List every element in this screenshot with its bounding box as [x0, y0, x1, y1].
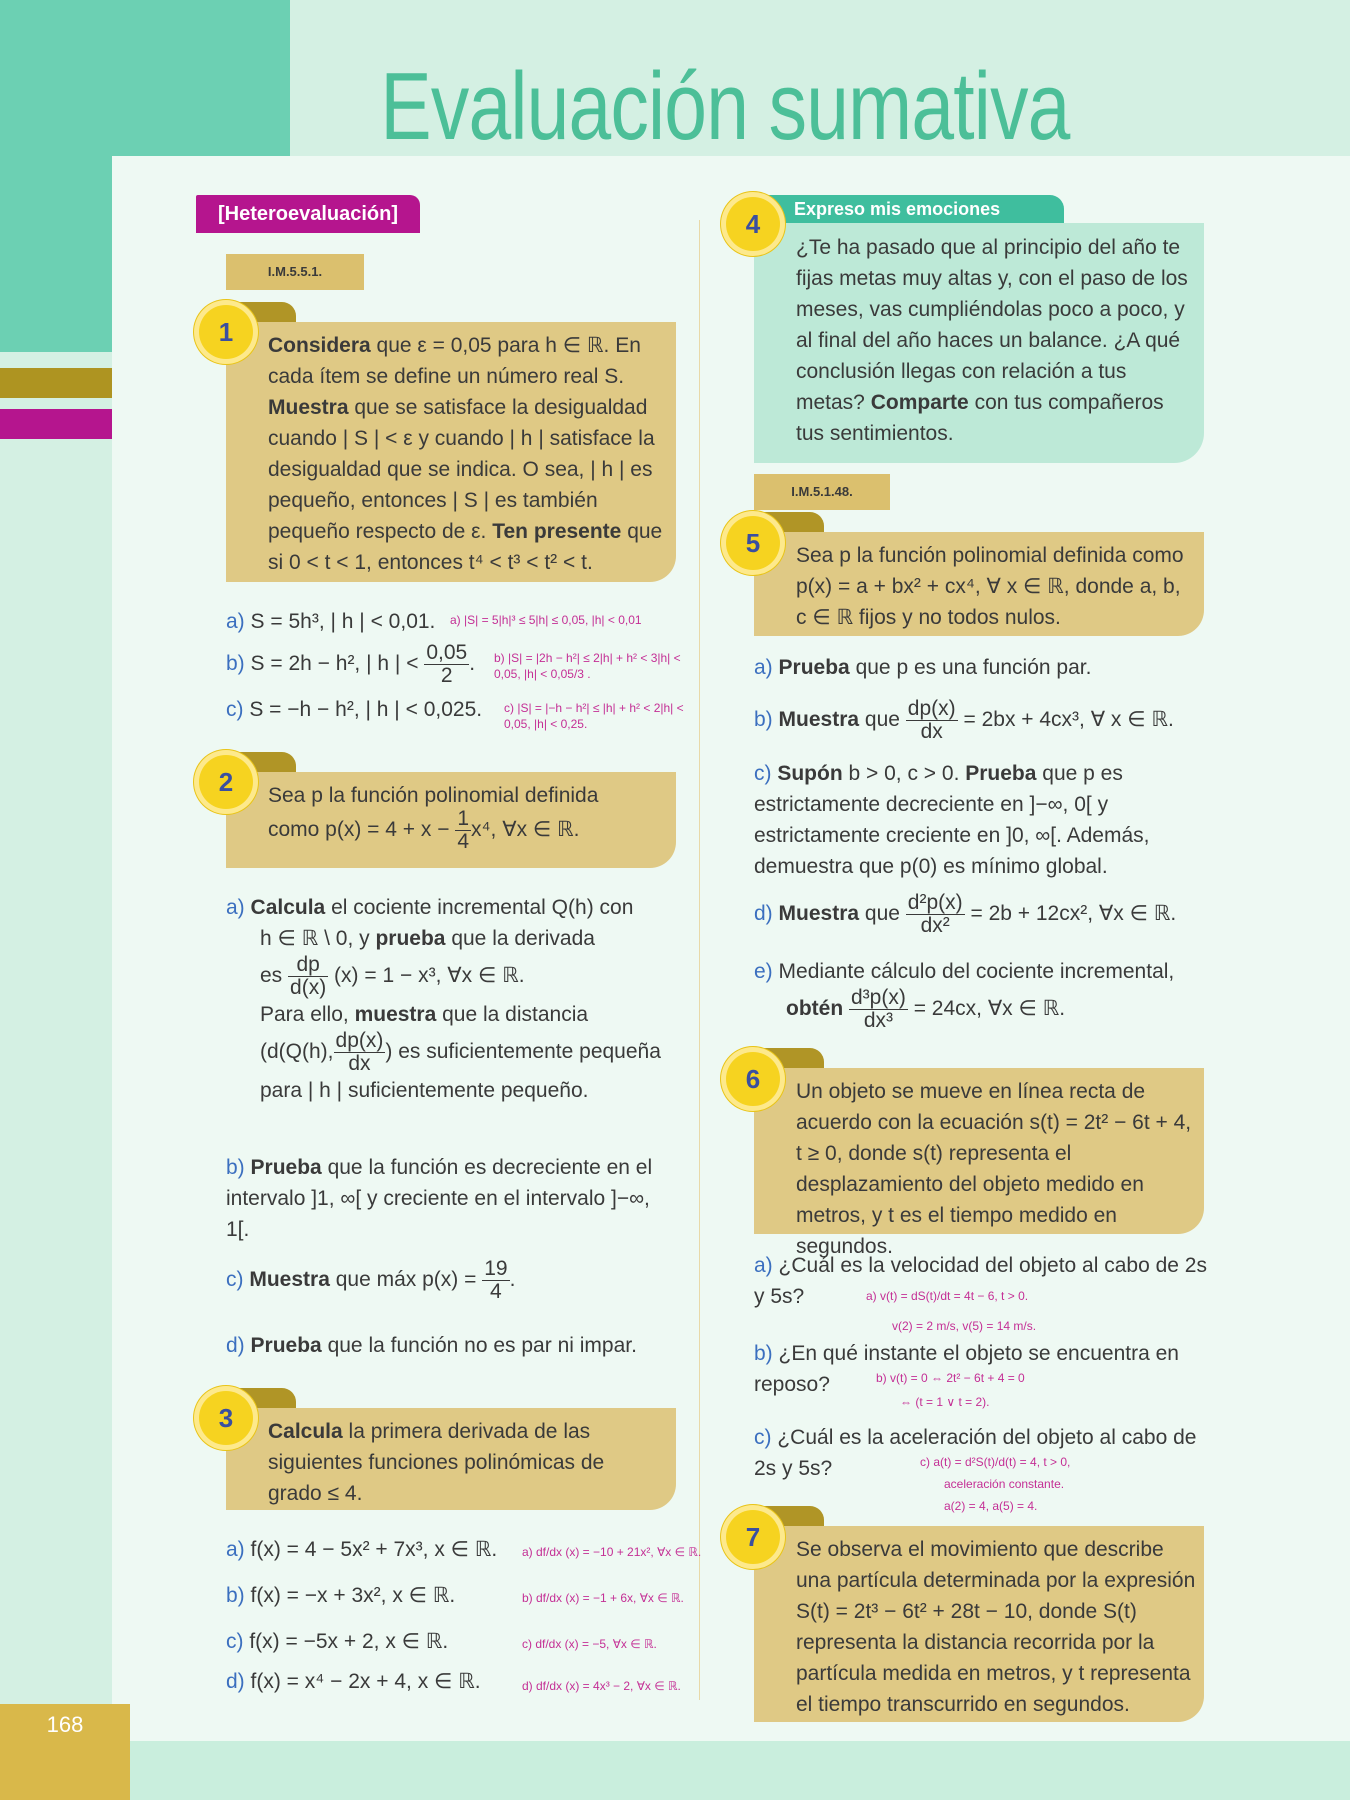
q5-item-b: b) Muestra que $\frac{dp(x)}{dx}$ = 2bx + 4cx³, ∀ x ∈ ℝ. — [754, 697, 1174, 743]
question-2-line1: Sea p la función polinomial definida — [268, 784, 599, 807]
q2-item-b: b) Prueba que la función es decreciente en el intervalo ]1, ∞[ y creciente en el intervalo ]−∞, 1[. — [226, 1156, 653, 1241]
q3-answer-a: a) df/dx (x) = −10 + 21x², ∀x ∈ ℝ. — [522, 1545, 702, 1559]
q3-item-d: d) f(x) = x⁴ − 2x + 4, x ∈ ℝ. — [226, 1670, 481, 1693]
q3-answer-d: d) df/dx (x) = 4x³ − 2, ∀x ∈ ℝ. — [522, 1679, 681, 1693]
magenta-stripe — [0, 409, 112, 439]
page-title: Evaluación sumativa — [380, 53, 1070, 160]
q1-answer-c: c) |S| = |−h − h²| ≤ |h| + h² < 2|h| < 0,05, |h| < 0,25. — [504, 701, 684, 731]
q6-item-b: b) ¿En qué instante el objeto se encuentra en reposo? — [754, 1342, 1179, 1396]
q6-answer-c1: c) a(t) = d²S(t)/d(t) = 4, t > 0, — [920, 1455, 1071, 1469]
column-divider — [699, 220, 700, 1700]
question-6-number: 6 — [726, 1052, 780, 1106]
q3-item-b: b) f(x) = −x + 3x², x ∈ ℝ. — [226, 1584, 456, 1607]
q2-item-d: d) Prueba que la función no es par ni impar. — [226, 1334, 637, 1357]
question-3-text: Calcula la primera derivada de las siguientes funciones polinómicas de grado ≤ 4. — [268, 1420, 605, 1505]
q3-answer-b: b) df/dx (x) = −1 + 6x, ∀x ∈ ℝ. — [522, 1591, 684, 1605]
q6-answer-a1: a) v(t) = dS(t)/dt = 4t − 6, t > 0. — [866, 1289, 1029, 1303]
question-3-number: 3 — [199, 1391, 253, 1445]
question-5-text: Sea p la función polinomial definida como p(x) = a + bx² + cx⁴, ∀ x ∈ ℝ, donde a, b, c ∈ ℝ fijos y no todos nulos. — [796, 544, 1184, 629]
question-2-number: 2 — [199, 755, 253, 809]
bottom-band — [0, 1741, 1350, 1800]
gold-stripe — [0, 368, 112, 398]
question-2-line2: como p(x) = 4 + x − $\frac{1}{4}$ x⁴, ∀x ∈ ℝ. — [268, 807, 580, 853]
question-5-number: 5 — [726, 516, 780, 570]
q1-answer-a: a) |S| = 5|h|³ ≤ 5|h| ≤ 0,05, |h| < 0,01 — [450, 613, 642, 627]
q3-answer-c: c) df/dx (x) = −5, ∀x ∈ ℝ. — [522, 1637, 657, 1651]
q6-answer-c2: aceleración constante. — [944, 1477, 1065, 1491]
q1-item-a: a) S = 5h³, | h | < 0,01. — [226, 610, 436, 633]
q6-answer-a2: v(2) = 2 m/s, v(5) = 14 m/s. — [892, 1319, 1037, 1333]
question-7-text: Se observa el movimiento que describe una partícula determinada por la expresión S(t) = 2t³ − 6t² + 28t − 10, donde S(t) representa la distancia recorrida por la partícula medida en metros, y t representa el tiempo transcurrido en segundos. — [796, 1538, 1196, 1716]
question-6-text: Un objeto se mueve en línea recta de acuerdo con la ecuación s(t) = 2t² − 6t + 4, t ≥ 0, donde s(t) representa el desplazamiento del objeto medido en metros, y t es el tiempo medido en segundos. — [796, 1080, 1192, 1258]
question-7-number: 7 — [726, 1510, 780, 1564]
code-label: I.M.5.1.48. — [754, 474, 890, 510]
question-4-text: ¿Te ha pasado que al principio del año te fijas metas muy altas y, con el paso de los meses, vas cumpliéndolas poco a poco, y al final del año haces un balance. ¿A qué conclusión llegas con relación a tus metas? Comparte con tus compañeros tus sentimientos. — [796, 236, 1188, 445]
q5-item-c: c) Supón b > 0, c > 0. Prueba que p es estrictamente decreciente en ]−∞, 0[ y estrictamente creciente en ]0, ∞[. Además, demuestra que p(0) es mínimo global. — [754, 762, 1150, 878]
question-4-number: 4 — [726, 197, 780, 251]
q2-item-c: c) Muestra que máx p(x) = $\frac{19}{4}$ . — [226, 1257, 516, 1303]
q6-answer-c3: a(2) = 4, a(5) = 4. — [944, 1499, 1038, 1513]
q5-item-d: d) Muestra que $\frac{\text{d²p(x)}}{\text{dx²}}$ = 2b + 12cx², ∀x ∈ ℝ. — [754, 891, 1177, 937]
page-number: 168 — [46, 1712, 84, 1737]
q1-answer-b: b) |S| = |2h − h²| ≤ 2|h| + h² < 3|h| < 0,05, |h| < 0,05/3 . — [494, 651, 681, 681]
q6-item-c: c) ¿Cuál es la aceleración del objeto al cabo de 2s y 5s? — [754, 1426, 1197, 1480]
section-badge: [Heteroevaluación] — [196, 195, 420, 233]
question-1-text: Considera que ε = 0,05 para h ∈ ℝ. En cada ítem se define un número real S. Muestra que se satisface la desigualdad cuando | S | < ε y cuando | h | satisface la desigualdad que se indica. O sea, | h | es pequeño, entonces | S | es también pequeño respecto de ε. Ten presente que si 0 < t < 1, entonces t⁴ < t³ < t² < t. — [268, 334, 663, 574]
q5-item-a: a) Prueba que p es una función par. — [754, 656, 1092, 679]
code-label: I.M.5.5.1. — [226, 254, 364, 290]
q6-item-a: a) ¿Cuál es la velocidad del objeto al cabo de 2s y 5s? — [754, 1254, 1207, 1308]
question-1-number: 1 — [199, 305, 253, 359]
q3-item-a: a) f(x) = 4 − 5x² + 7x³, x ∈ ℝ. — [226, 1538, 498, 1561]
q1-item-b: b) S = 2h − h², | h | < $\frac{0,05}{2}$ . — [226, 641, 476, 687]
q5-item-e: e) Mediante cálculo del cociente incremental, obtén $\frac{\text{d³p(x)}}{\text{dx³}}$ = 24cx, ∀x ∈ ℝ. — [754, 960, 1175, 1032]
q1-item-c: c) S = −h − h², | h | < 0,025. — [226, 698, 483, 721]
emotions-header: Expreso mis emociones — [754, 195, 1064, 223]
q6-answer-b1: b) v(t) = 0 ⇔ 2t² − 6t + 4 = 0 — [876, 1371, 1025, 1385]
q6-answer-b2: ⇔ (t = 1 ∨ t = 2). — [900, 1395, 990, 1409]
q3-item-c: c) f(x) = −5x + 2, x ∈ ℝ. — [226, 1630, 449, 1653]
q2-item-a: a) Calcula el cociente incremental Q(h) con h ∈ ℝ \ 0, y prueba que la derivada es $\frac{dp}{d(x)}$ (x) = 1 − x³, ∀x ∈ ℝ. Para ello, muestra que la distancia (d(Q(h), $\frac{dp(x)}{dx}$ ) es suficientemente pequeña para | h | suficientemente pequeño. — [226, 896, 661, 1102]
